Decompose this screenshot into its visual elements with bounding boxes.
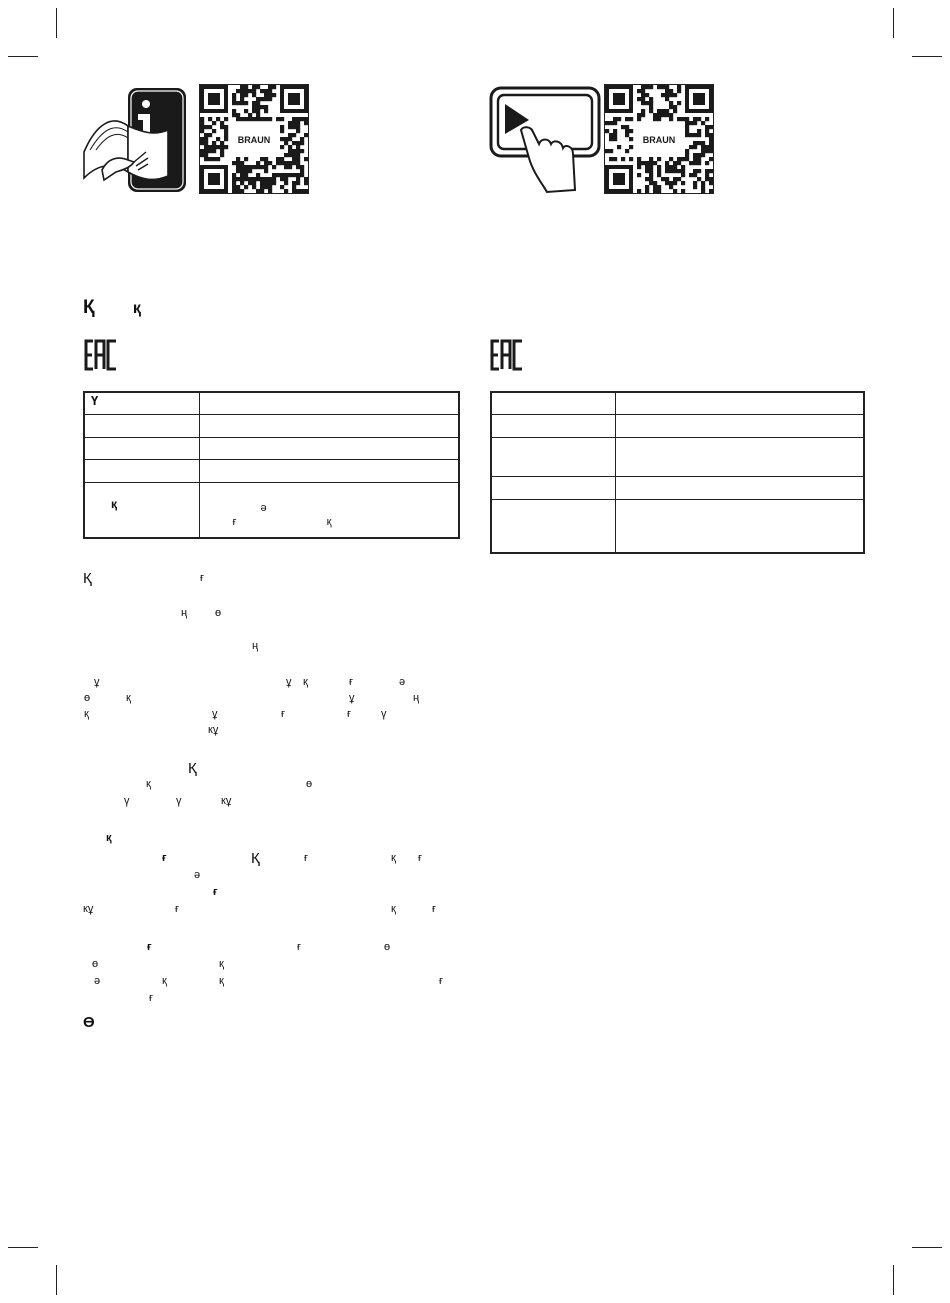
body-glyph: қ <box>162 975 167 987</box>
heading-char-1: Қ <box>83 297 95 318</box>
eac-mark-left <box>84 339 118 376</box>
body-glyph: ү <box>124 795 130 807</box>
body-glyph: қ <box>391 852 396 864</box>
table-cell <box>199 392 459 414</box>
body-glyph: ө <box>84 692 91 704</box>
table-cell <box>615 476 864 499</box>
crop-mark <box>56 8 57 38</box>
table-cell <box>199 482 459 538</box>
table-cell <box>199 437 459 459</box>
body-glyph: ғ <box>200 572 205 584</box>
table-cell <box>615 437 864 476</box>
table-cell <box>615 499 864 553</box>
body-glyph: ғ <box>147 941 152 953</box>
body-glyph: қ <box>303 676 308 688</box>
table-cell <box>491 414 615 437</box>
body-glyph: кұ <box>83 903 94 915</box>
body-glyph: ә <box>399 676 406 688</box>
body-glyph: ұ <box>349 692 355 704</box>
manual-book-icon <box>82 86 188 199</box>
table-cell: Ү <box>84 392 199 414</box>
spec-table-left <box>83 391 460 539</box>
spec-table-right <box>490 391 865 554</box>
qr-brand-logo: BRAUN <box>237 135 271 145</box>
body-glyph: ү <box>381 708 387 720</box>
table-cell <box>615 392 864 414</box>
body-glyph: қ <box>146 778 151 790</box>
crop-mark <box>893 8 894 38</box>
body-glyph: ң <box>181 607 188 619</box>
table-cell <box>491 437 615 476</box>
video-play-icon <box>489 86 601 201</box>
body-glyph: кұ <box>208 724 219 736</box>
table-cell <box>615 414 864 437</box>
heading-char-2: қ <box>132 300 141 317</box>
table-line: ә <box>260 501 267 514</box>
table-line: ғ қ <box>232 515 332 528</box>
body-glyph: ә <box>194 869 201 881</box>
body-glyph: Ө <box>83 1014 95 1031</box>
table-cell <box>491 499 615 553</box>
body-glyph: ұ <box>94 676 100 688</box>
body-glyph: ә <box>94 975 101 987</box>
body-glyph: ң <box>413 692 420 704</box>
qr-brand-logo: BRAUN <box>642 135 676 145</box>
body-glyph: ө <box>92 958 99 970</box>
body-glyph: ғ <box>349 676 354 688</box>
table-cell-text: қ <box>111 496 118 511</box>
table-cell <box>84 459 199 482</box>
body-glyph: ұ <box>286 676 292 688</box>
body-glyph: ғ <box>304 852 309 864</box>
table-cell <box>84 414 199 437</box>
table-cell <box>491 476 615 499</box>
body-glyph: ү <box>176 795 182 807</box>
crop-mark <box>893 1265 894 1295</box>
table-cell <box>199 459 459 482</box>
table-cell <box>491 392 615 414</box>
body-glyph: Қ <box>83 570 92 587</box>
crop-mark <box>8 56 38 57</box>
crop-mark <box>912 1247 942 1248</box>
body-glyph: ң <box>252 640 259 652</box>
body-glyph: Қ <box>251 850 260 867</box>
body-glyph: ғ <box>175 903 180 915</box>
body-glyph: кұ <box>221 795 232 807</box>
body-glyph: ө <box>384 941 391 953</box>
body-glyph: қ <box>84 708 89 720</box>
table-line <box>206 487 453 501</box>
body-glyph: ғ <box>418 852 423 864</box>
table-cell <box>84 482 199 538</box>
crop-mark <box>912 56 942 57</box>
qr-code-video <box>604 84 714 194</box>
table-cell <box>199 414 459 437</box>
body-glyph: ұ <box>212 708 218 720</box>
body-glyph: ғ <box>432 903 437 915</box>
section-heading <box>83 297 141 319</box>
body-glyph: ғ <box>213 886 218 898</box>
eac-mark-right <box>490 339 524 376</box>
body-glyph: ө <box>306 778 313 790</box>
body-glyph: ғ <box>439 975 444 987</box>
body-glyph: қ <box>391 903 396 915</box>
body-glyph: Қ <box>188 760 197 777</box>
body-glyph: қ <box>219 958 224 970</box>
body-glyph: қ <box>106 832 112 844</box>
body-glyph: қ <box>126 692 131 704</box>
crop-mark <box>8 1247 38 1248</box>
body-glyph: ғ <box>297 941 302 953</box>
body-glyph: ө <box>215 607 222 619</box>
body-glyph: ғ <box>281 708 286 720</box>
body-glyph: ғ <box>347 708 352 720</box>
table-cell <box>84 437 199 459</box>
body-glyph: ғ <box>162 852 167 864</box>
body-glyph: қ <box>219 975 224 987</box>
qr-code-manual <box>199 84 309 194</box>
body-glyph: ғ <box>149 992 154 1004</box>
crop-mark <box>56 1265 57 1295</box>
